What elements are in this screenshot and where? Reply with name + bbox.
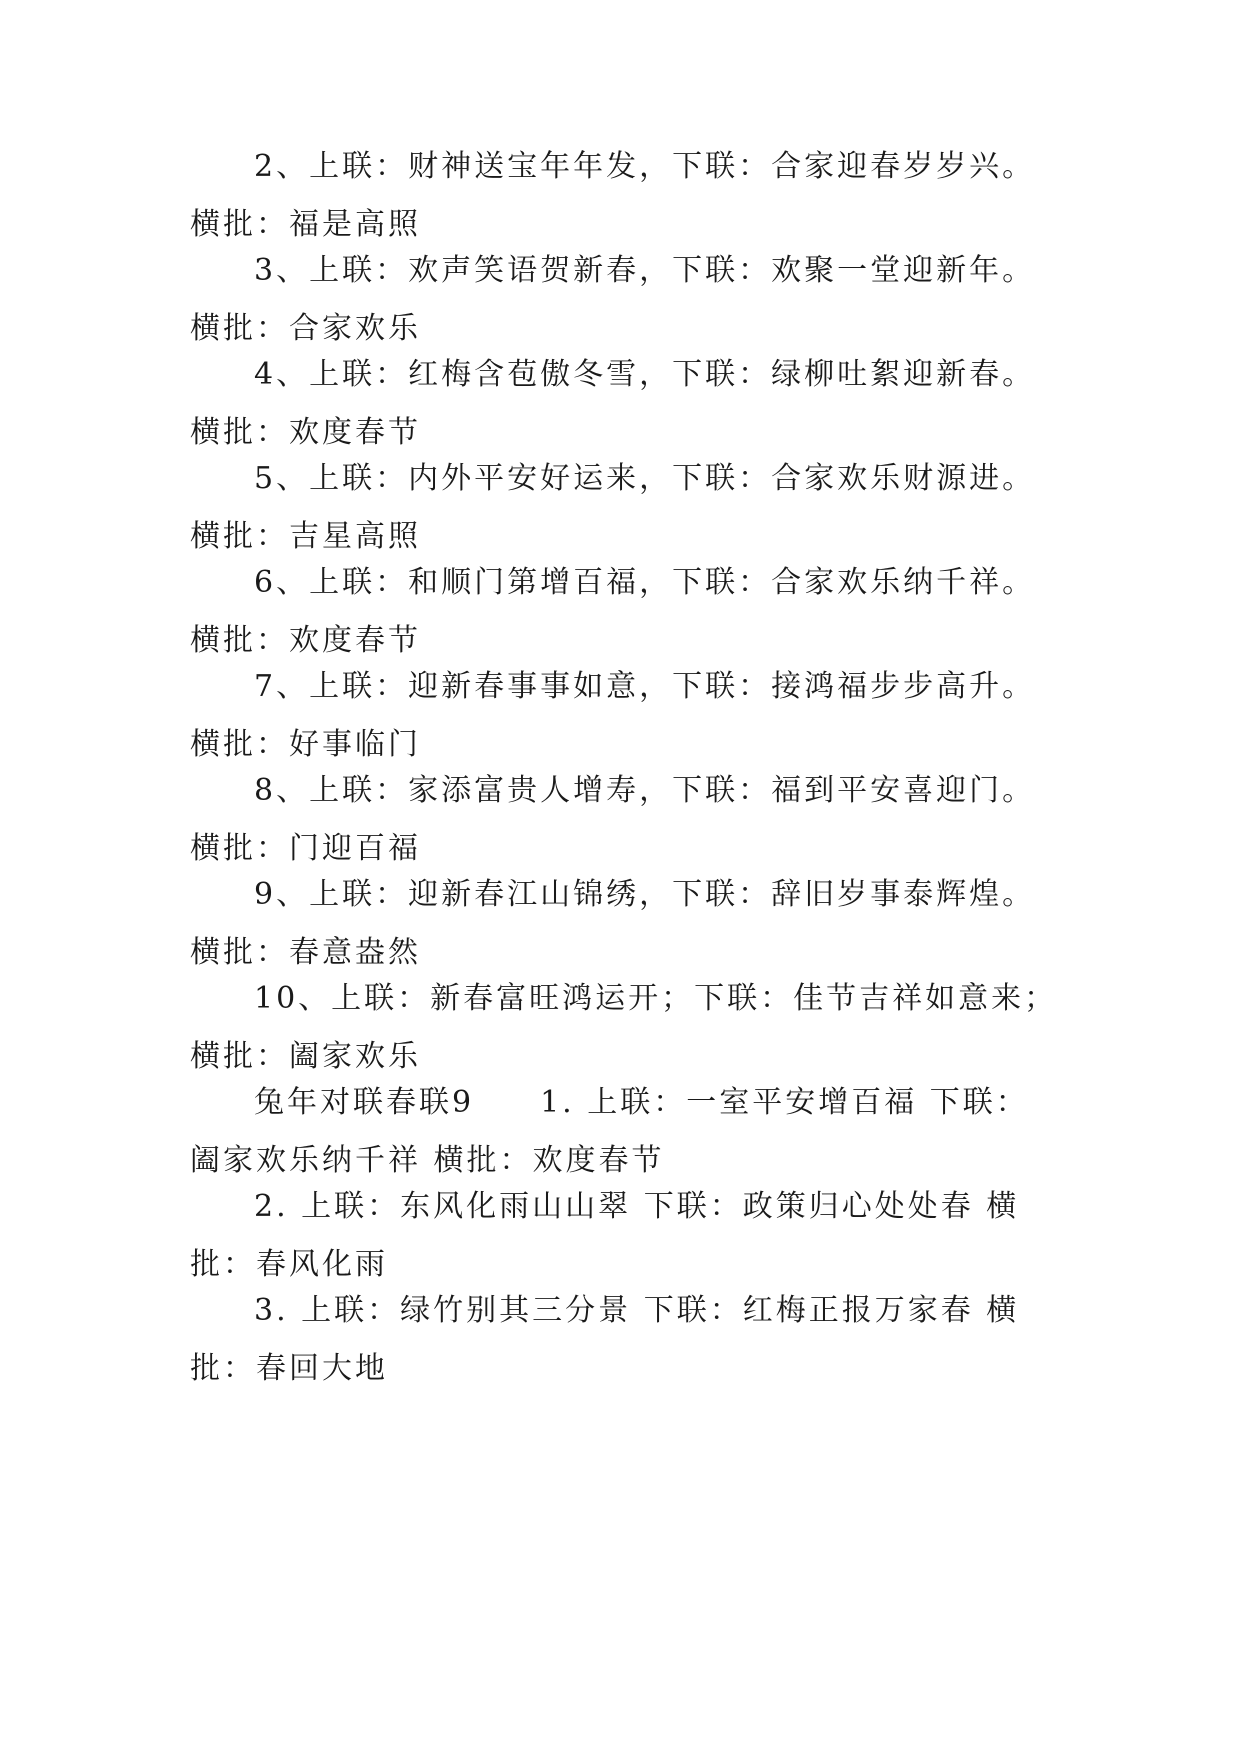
paragraph-first-line: 6、上联：和顺门第增百福，下联：合家欢乐纳千祥。 [254,565,1036,600]
paragraph-first-line: 兔年对联春联9 1. 上联：一室平安增百福 下联： [254,1085,1029,1120]
paragraph-second-line: 横批：吉星高照 [190,519,421,554]
couplet-paragraph [190,1282,1070,1398]
couplet-paragraph [190,762,1070,878]
paragraph-first-line: 10、上联：新春富旺鸿运开；下联：佳节吉祥如意来； [254,981,1058,1016]
couplet-paragraph [190,450,1070,566]
paragraph-first-line: 3、上联：欢声笑语贺新春，下联：欢聚一堂迎新年。 [254,253,1036,288]
paragraph-second-line: 横批：门迎百福 [190,831,421,866]
paragraph-second-line: 横批：合家欢乐 [190,311,421,346]
paragraph-first-line: 7、上联：迎新春事事如意，下联：接鸿福步步高升。 [254,669,1036,704]
paragraph-second-line: 批：春回大地 [190,1351,388,1386]
couplet-paragraph [190,658,1070,774]
paragraph-second-line: 横批：阖家欢乐 [190,1039,421,1074]
paragraph-second-line: 横批：福是高照 [190,207,421,242]
couplet-paragraph [190,866,1070,982]
paragraph-second-line: 批：春风化雨 [190,1247,388,1282]
paragraph-second-line: 横批：欢度春节 [190,415,421,450]
paragraph-first-line: 5、上联：内外平安好运来，下联：合家欢乐财源进。 [254,461,1036,496]
paragraph-first-line: 3. 上联：绿竹别其三分景 下联：红梅正报万家春 横 [254,1293,1020,1328]
couplet-paragraph [190,242,1070,358]
couplet-paragraph [190,970,1070,1086]
paragraph-second-line: 横批：欢度春节 [190,623,421,658]
paragraph-first-line: 2、上联：财神送宝年年发，下联：合家迎春岁岁兴。 [254,149,1036,184]
couplet-paragraph [190,138,1070,254]
paragraph-second-line: 阖家欢乐纳千祥 横批：欢度春节 [190,1143,665,1178]
couplet-paragraph [190,346,1070,462]
paragraph-first-line: 4、上联：红梅含苞傲冬雪，下联：绿柳吐絮迎新春。 [254,357,1036,392]
paragraph-first-line: 9、上联：迎新春江山锦绣，下联：辞旧岁事泰辉煌。 [254,877,1036,912]
couplet-paragraph [190,554,1070,670]
paragraph-first-line: 8、上联：家添富贵人增寿，下联：福到平安喜迎门。 [254,773,1036,808]
paragraph-second-line: 横批：春意盎然 [190,935,421,970]
couplet-paragraph [190,1074,1070,1190]
couplet-paragraph [190,1178,1070,1294]
paragraph-first-line: 2. 上联：东风化雨山山翠 下联：政策归心处处春 横 [254,1189,1020,1224]
paragraph-second-line: 横批：好事临门 [190,727,421,762]
